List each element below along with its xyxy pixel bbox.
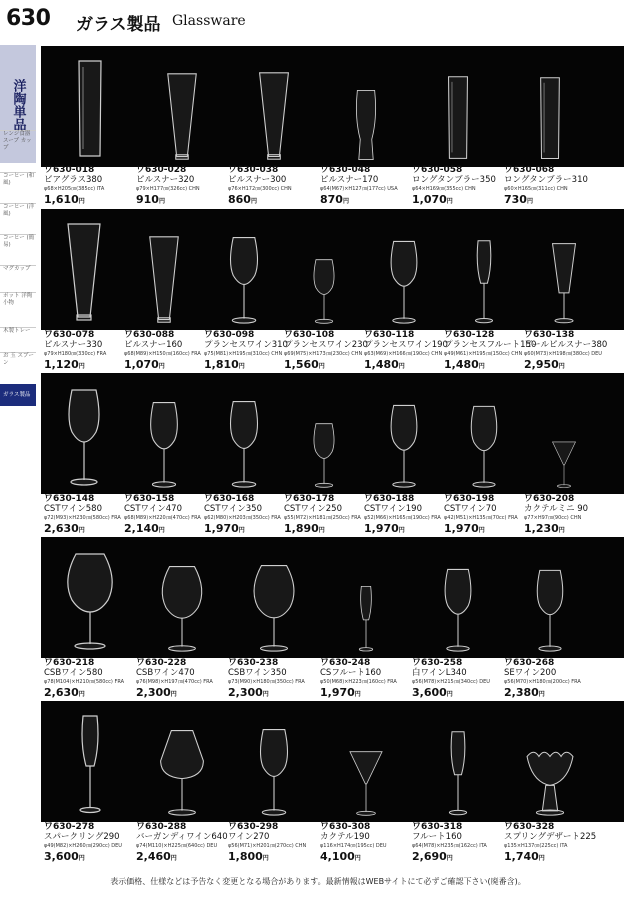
flute-icon — [77, 712, 103, 816]
product-name: ロングタンブラー310 — [504, 175, 588, 185]
product-price: 1,480円 — [364, 358, 405, 371]
product-name: CSTワイン580 — [44, 504, 102, 514]
product-item[interactable] — [228, 658, 320, 701]
product-item[interactable] — [44, 494, 124, 537]
product-code: ワ630-208 — [524, 494, 575, 504]
product-item[interactable] — [444, 330, 537, 373]
product-spec: φ56(M71)×H201㎝(270cc) CHN — [228, 843, 307, 849]
product-spec: φ50(M68)×H223㎝(160cc) FRA — [320, 679, 397, 685]
product-item[interactable] — [320, 822, 412, 865]
stemmed-pilsner-icon — [547, 242, 581, 324]
product-spec: φ78(M104)×H210㎝(580cc) FRA — [44, 679, 125, 685]
product-item[interactable] — [136, 822, 228, 865]
product-code: ワ630-258 — [412, 658, 463, 668]
product-name: CSTワイン190 — [364, 504, 422, 514]
product-spec: φ55(M72)×H181㎝(250cc) FRA — [284, 515, 361, 521]
product-name: ワイン270 — [228, 832, 270, 842]
product-item[interactable] — [204, 494, 284, 537]
wine-glass-icon — [64, 384, 104, 488]
category-sidebar — [0, 45, 36, 465]
product-code: ワ630-038 — [228, 165, 279, 175]
product-code: ワ630-148 — [44, 494, 95, 504]
balloon-glass-icon — [248, 562, 300, 652]
product-name: ピルスナー170 — [320, 175, 379, 185]
product-code: ワ630-088 — [124, 330, 175, 340]
product-price: 2,300円 — [136, 686, 177, 699]
product-name: カクテルミニ 90 — [524, 504, 589, 514]
product-price: 2,950円 — [524, 358, 565, 371]
tall-tumbler-icon — [75, 57, 105, 161]
sidebar-item-5[interactable]: ポット 洋陶小物 — [0, 292, 36, 318]
wine-glass-icon — [304, 421, 344, 488]
product-spec: φ64×H169㎝(355cc) CHN — [412, 186, 476, 192]
product-spec: φ75(M81)×H195㎝(310cc) CHN — [204, 351, 283, 357]
product-name: ピルスナー160 — [124, 340, 183, 350]
product-code: ワ630-268 — [504, 658, 555, 668]
product-spec: φ56(M78)×H215㎝(340cc) DEU — [412, 679, 490, 685]
wine-glass-icon — [254, 726, 294, 816]
sidebar-item-2[interactable]: コーヒー (洋風) — [0, 203, 36, 229]
product-name: CSBワイン350 — [228, 668, 287, 678]
product-item[interactable] — [204, 330, 288, 373]
product-item[interactable] — [284, 494, 364, 537]
product-item[interactable] — [136, 165, 228, 208]
product-code: ワ630-058 — [412, 165, 463, 175]
product-spec: φ72(M93)×H230㎝(580cc) FRA — [44, 515, 121, 521]
product-name: ロングタンブラー350 — [412, 175, 496, 185]
product-code: ワ630-198 — [444, 494, 495, 504]
product-price: 2,690円 — [412, 850, 453, 863]
product-name: SEワイン200 — [504, 668, 557, 678]
product-code: ワ630-078 — [44, 330, 95, 340]
product-spec: φ68×H205㎝(385cc) ITA — [44, 186, 105, 192]
product-item[interactable] — [412, 165, 504, 208]
tall-tumbler-icon — [443, 75, 473, 161]
product-item[interactable] — [364, 330, 448, 373]
product-spec: φ79×H177㎝(326cc) CHN — [136, 186, 200, 192]
product-name: プランセスワイン310 — [204, 340, 288, 350]
product-code: ワ630-138 — [524, 330, 575, 340]
product-name: ピルスナー320 — [136, 175, 195, 185]
product-code: ワ630-318 — [412, 822, 463, 832]
product-code: ワ630-298 — [228, 822, 279, 832]
product-code: ワ630-248 — [320, 658, 371, 668]
product-spec: φ42(M51)×H135㎝(70cc) FRA — [444, 515, 518, 521]
product-spec: φ116×H174㎝(195cc) DEU — [320, 843, 387, 849]
wine-glass-icon — [530, 567, 570, 652]
product-price: 1,810円 — [204, 358, 245, 371]
product-spec: φ63(M69)×H166㎝(190cc) CHN — [364, 351, 443, 357]
product-price: 2,380円 — [504, 686, 545, 699]
category-title-ja: ガラス製品 — [76, 15, 161, 35]
product-item[interactable] — [136, 658, 228, 701]
product-code: ワ630-288 — [136, 822, 187, 832]
product-item[interactable] — [412, 822, 504, 865]
product-item[interactable] — [320, 658, 412, 701]
product-item[interactable] — [524, 494, 604, 537]
product-item[interactable] — [444, 494, 524, 537]
product-name: CSTワイン350 — [204, 504, 262, 514]
product-name: CSBワイン580 — [44, 668, 103, 678]
product-name: カクテル190 — [320, 832, 370, 842]
product-price: 1,070円 — [412, 193, 453, 206]
product-item[interactable] — [524, 330, 608, 373]
sidebar-item-0[interactable]: レンジ食器 スープ カップ — [0, 130, 36, 156]
dessert-cup-icon — [521, 731, 579, 816]
product-spec: φ69(M75)×H173㎝(230cc) CHN — [284, 351, 363, 357]
product-price: 1,890円 — [284, 522, 325, 535]
product-price: 1,800円 — [228, 850, 269, 863]
product-photo-row-2 — [41, 209, 624, 330]
product-name: 白ワインL340 — [412, 668, 467, 678]
product-code: ワ630-098 — [204, 330, 255, 340]
product-spec: φ60×H165㎝(311cc) CHN — [504, 186, 568, 192]
product-name: CSTワイン470 — [124, 504, 182, 514]
product-price: 2,630円 — [44, 686, 85, 699]
page-number: 630 — [6, 6, 51, 31]
product-code: ワ630-158 — [124, 494, 175, 504]
wine-glass-icon — [224, 398, 264, 488]
product-spec: φ68(M89)×H150㎝(160cc) FRA — [124, 351, 201, 357]
product-price: 1,070円 — [124, 358, 165, 371]
product-item[interactable] — [504, 165, 596, 208]
product-photo-row-4 — [41, 537, 624, 658]
product-name: ビアグラス380 — [44, 175, 103, 185]
page-header — [0, 0, 636, 40]
product-price: 1,970円 — [204, 522, 245, 535]
sidebar-item-8[interactable]: ガラス製品 — [0, 384, 36, 406]
product-item[interactable] — [44, 658, 136, 701]
wine-glass-icon — [438, 566, 478, 652]
product-spec: φ49(M61)×H195㎝(150cc) CHN — [444, 351, 523, 357]
product-item[interactable] — [44, 822, 136, 865]
product-name: バーガンディワイン640 — [136, 832, 228, 842]
product-name: CSTワイン70 — [444, 504, 497, 514]
product-price: 2,630円 — [44, 522, 85, 535]
product-code: ワ630-118 — [364, 330, 415, 340]
product-code: ワ630-328 — [504, 822, 555, 832]
pilsner-icon — [146, 235, 182, 324]
sidebar-item-6[interactable]: 木製トレー — [0, 327, 36, 353]
product-code: ワ630-228 — [136, 658, 187, 668]
product-spec: φ64(M78)×H235㎝(162cc) ITA — [412, 843, 487, 849]
product-code: ワ630-048 — [320, 165, 371, 175]
short-pilsner-icon — [350, 89, 382, 161]
product-photo-row-1 — [41, 46, 624, 167]
product-price: 1,230円 — [524, 522, 565, 535]
wine-glass-icon — [384, 238, 424, 324]
product-item[interactable] — [44, 165, 136, 208]
product-name: ピルスナー300 — [228, 175, 287, 185]
product-name: CSBワイン470 — [136, 668, 195, 678]
pilsner-icon — [256, 71, 292, 161]
product-price: 1,480円 — [444, 358, 485, 371]
product-spec: φ73(M90)×H180㎝(350cc) FRA — [228, 679, 305, 685]
product-price: 1,120円 — [44, 358, 85, 371]
product-spec: φ62(M80)×H203㎝(350cc) FRA — [204, 515, 281, 521]
product-name: スパークリング290 — [44, 832, 120, 842]
product-item[interactable] — [228, 165, 320, 208]
wine-glass-icon — [224, 234, 264, 324]
product-price: 860円 — [228, 193, 257, 206]
product-price: 870円 — [320, 193, 349, 206]
product-price: 4,100円 — [320, 850, 361, 863]
product-spec: φ56(M70)×H180㎝(200cc) FRA — [504, 679, 581, 685]
pilsner-icon — [164, 72, 200, 161]
product-code: ワ630-168 — [204, 494, 255, 504]
product-photo-row-3 — [41, 373, 624, 494]
product-name: プランセスワイン230 — [284, 340, 368, 350]
flute-icon — [471, 239, 497, 324]
footer-note: 表示価格、仕様などは予告なく変更となる場合があります。最新情報はWEBサイトにて必ずご確認下さい(廃番含)。 — [110, 877, 526, 886]
product-name: CSフルート160 — [320, 668, 382, 678]
product-spec: φ76×H172㎝(300cc) CHN — [228, 186, 292, 192]
burgundy-glass-icon — [154, 727, 210, 816]
sidebar-item-4[interactable]: マグカップ — [0, 265, 36, 291]
wine-glass-icon — [464, 403, 504, 488]
sidebar-item-7[interactable]: お 玉 スプーン — [0, 352, 36, 378]
product-price: 1,970円 — [320, 686, 361, 699]
balloon-glass-icon — [156, 563, 208, 652]
product-price: 1,560円 — [284, 358, 325, 371]
product-spec: φ49(M82)×H260㎝(290cc) DEU — [44, 843, 122, 849]
product-code: ワ630-108 — [284, 330, 335, 340]
product-name: プランセスフルート150 — [444, 340, 537, 350]
product-code: ワ630-128 — [444, 330, 495, 340]
product-code: ワ630-278 — [44, 822, 95, 832]
product-code: ワ630-028 — [136, 165, 187, 175]
flute-icon — [445, 730, 471, 816]
product-spec: φ68(M89)×H220㎝(470cc) FRA — [124, 515, 201, 521]
wine-glass-icon — [304, 257, 344, 324]
product-price: 2,300円 — [228, 686, 269, 699]
product-code: ワ630-068 — [504, 165, 555, 175]
product-item[interactable] — [44, 330, 124, 373]
product-price: 1,740円 — [504, 850, 545, 863]
product-code: ワ630-218 — [44, 658, 95, 668]
cocktail-icon — [340, 749, 392, 816]
product-spec: φ79×H180㎝(330cc) FRA — [44, 351, 107, 357]
wine-glass-icon — [384, 402, 424, 488]
flute-icon — [353, 585, 379, 652]
sidebar-item-1[interactable]: コーヒー (和風) — [0, 172, 36, 198]
sidebar-item-3[interactable]: コーヒー (簡易) — [0, 234, 36, 260]
product-spec: φ135×H137㎝(225cc) ITA — [504, 843, 568, 849]
product-code: ワ630-238 — [228, 658, 279, 668]
pilsner-icon — [66, 220, 102, 324]
product-item[interactable] — [228, 822, 320, 865]
balloon-glass-icon — [64, 548, 116, 652]
product-price: 2,460円 — [136, 850, 177, 863]
product-photo-row-5 — [41, 701, 624, 822]
product-name: プランセスワイン190 — [364, 340, 448, 350]
product-code: ワ630-308 — [320, 822, 371, 832]
product-spec: φ60(M73)×H198㎝(380cc) DEU — [524, 351, 602, 357]
category-title-en: Glassware — [172, 13, 246, 29]
product-price: 1,970円 — [444, 522, 485, 535]
product-code: ワ630-018 — [44, 165, 95, 175]
product-price: 910円 — [136, 193, 165, 206]
product-price: 1,610円 — [44, 193, 85, 206]
product-price: 3,600円 — [412, 686, 453, 699]
product-price: 1,970円 — [364, 522, 405, 535]
product-item[interactable] — [284, 330, 368, 373]
product-name: フルート160 — [412, 832, 462, 842]
product-name: CSTワイン250 — [284, 504, 342, 514]
product-spec: φ52(M66)×H165㎝(190cc) FRA — [364, 515, 441, 521]
product-spec: φ77×H97㎝(90cc) CHN — [524, 515, 582, 521]
product-item[interactable] — [504, 822, 596, 865]
sidebar-main-category[interactable]: 洋陶単品 — [0, 45, 36, 163]
product-item[interactable] — [364, 494, 444, 537]
product-spec: φ76(M98)×H197㎝(470cc) FRA — [136, 679, 213, 685]
product-price: 730円 — [504, 193, 533, 206]
product-name: ピルスナー330 — [44, 340, 103, 350]
product-name: スプリングデザート225 — [504, 832, 597, 842]
product-item[interactable] — [320, 165, 412, 208]
cocktail-icon — [538, 440, 590, 488]
tall-tumbler-icon — [535, 76, 565, 161]
product-code: ワ630-178 — [284, 494, 335, 504]
product-price: 3,600円 — [44, 850, 85, 863]
product-spec: φ64(M67)×H127㎝(177cc) USA — [320, 186, 398, 192]
product-code: ワ630-188 — [364, 494, 415, 504]
product-item[interactable] — [412, 658, 504, 701]
product-spec: φ74(M110)×H225㎝(640cc) DEU — [136, 843, 218, 849]
wine-glass-icon — [144, 399, 184, 488]
product-price: 2,140円 — [124, 522, 165, 535]
product-item[interactable] — [124, 330, 204, 373]
product-item[interactable] — [124, 494, 204, 537]
product-name: ビールピルスナー380 — [524, 340, 608, 350]
product-item[interactable] — [504, 658, 596, 701]
